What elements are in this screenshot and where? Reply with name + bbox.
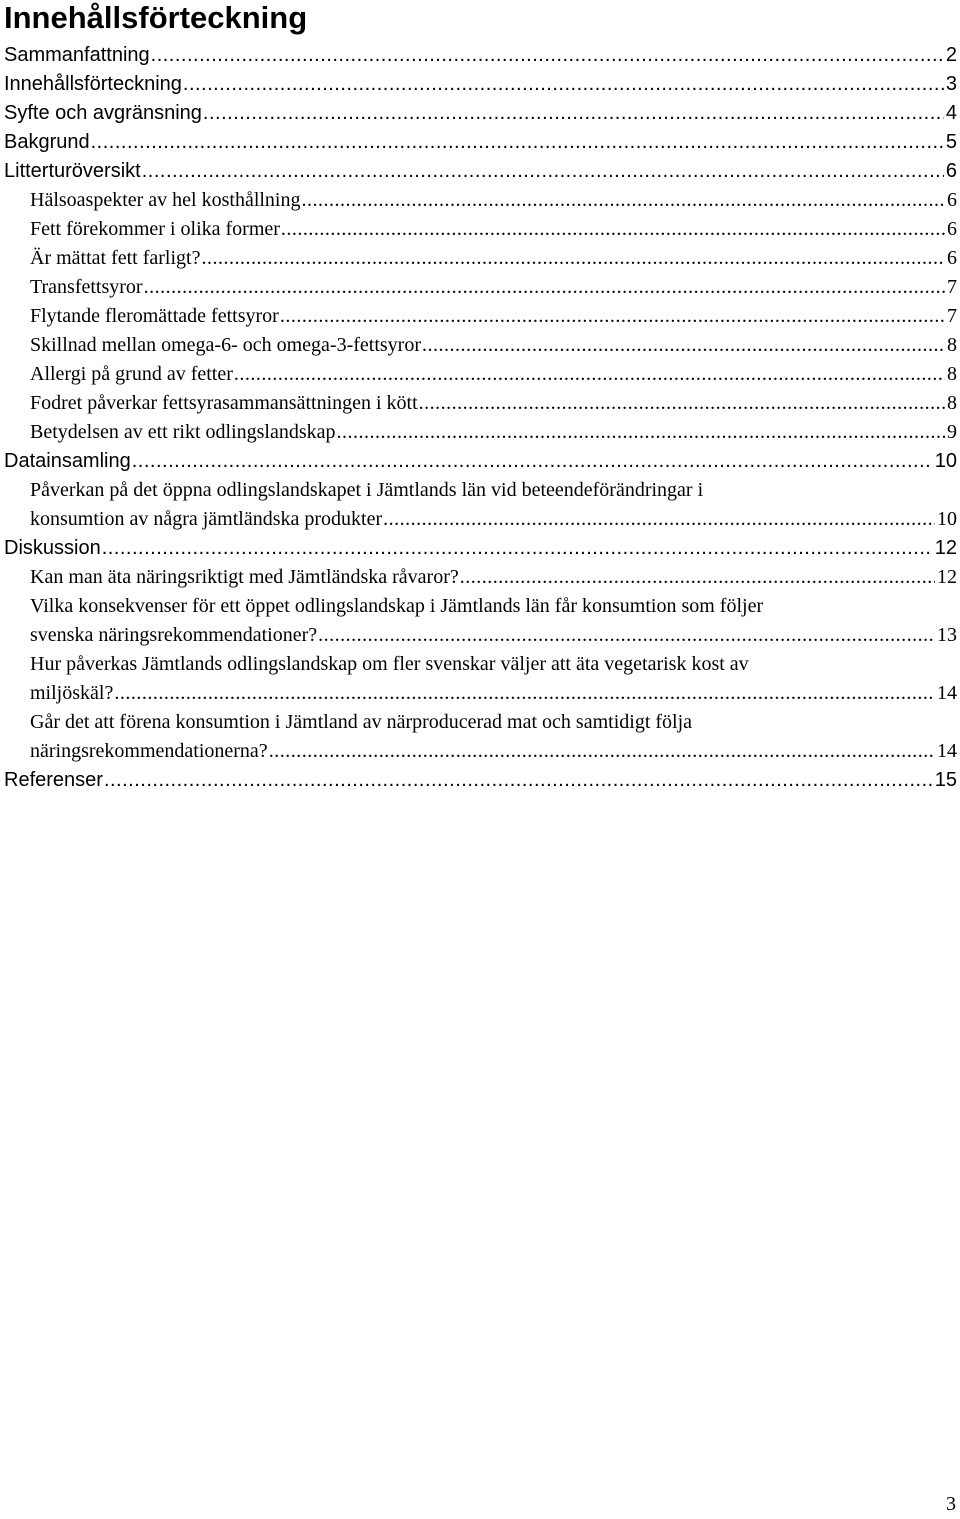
dot-leader (203, 99, 944, 128)
toc-entry-row (4, 41, 957, 70)
toc-entry-row (30, 505, 957, 534)
toc-entry[interactable] (0, 534, 960, 563)
toc-entry-row (4, 534, 957, 563)
toc-entry-page: 8 (947, 334, 957, 356)
page-title: Innehållsförteckning (4, 0, 308, 35)
toc-entry-label: Transfettsyror (30, 276, 143, 298)
dot-leader (460, 563, 935, 592)
toc-entry-label-first-line: Går det att förena konsumtion i Jämtland av närproducerad mat och samtidigt följa (30, 711, 693, 733)
toc-entry-row (30, 737, 957, 766)
page-number: 3 (946, 1493, 956, 1515)
dot-leader (144, 273, 945, 302)
toc-entry[interactable] (0, 389, 960, 418)
toc-entry-page: 10 (934, 450, 957, 472)
toc-entry-page: 4 (945, 102, 957, 124)
dot-leader (102, 534, 933, 563)
toc-entry-label: Hälsoaspekter av hel kosthållning (30, 189, 301, 211)
toc-entry-label: Syfte och avgränsning (4, 102, 202, 124)
toc-entry-label: Sammanfattning (4, 44, 150, 66)
toc-entry-page: 14 (937, 682, 957, 704)
dot-leader (337, 418, 946, 447)
toc-entry-row (4, 70, 957, 99)
toc-entry-row (30, 621, 957, 650)
toc-entry-page: 6 (947, 247, 957, 269)
toc-entry-label: Kan man äta näringsriktigt med Jämtländska råvaror? (30, 566, 459, 588)
toc-entry[interactable] (0, 331, 960, 360)
toc-entry[interactable] (0, 99, 960, 128)
dot-leader (234, 360, 945, 389)
toc-entry-page: 8 (947, 363, 957, 385)
toc-entry-row (30, 679, 957, 708)
toc-entry-label: Referenser (4, 769, 103, 791)
toc-entry-page: 12 (934, 537, 957, 559)
dot-leader (151, 41, 944, 70)
dot-leader (280, 302, 945, 331)
toc-entry[interactable] (0, 650, 960, 708)
toc-entry-label-first-line: Hur påverkas Jämtlands odlingslandskap om fler svenskar väljer att äta vegetarisk kost av (30, 653, 749, 675)
toc-entry-row (4, 157, 957, 186)
dot-leader (142, 157, 944, 186)
toc-entry[interactable] (0, 360, 960, 389)
toc-entry[interactable] (0, 418, 960, 447)
toc-entry-row (30, 215, 957, 244)
toc-entry-label: Litterturöversikt (4, 160, 141, 182)
dot-leader (302, 186, 946, 215)
toc-entry[interactable] (0, 70, 960, 99)
toc-entry[interactable] (0, 708, 960, 766)
toc-entry[interactable] (0, 244, 960, 273)
toc-entry-row (4, 128, 957, 157)
toc-entry-page: 8 (947, 392, 957, 414)
toc-entry-row (30, 418, 957, 447)
dot-leader (132, 447, 933, 476)
toc-entry-page: 7 (947, 276, 957, 298)
toc-entry-label: Allergi på grund av fetter (30, 363, 233, 385)
toc-entry-row (30, 186, 957, 215)
toc-entry[interactable] (0, 157, 960, 186)
toc-entry-page: 9 (947, 421, 957, 443)
toc-entry[interactable] (0, 563, 960, 592)
dot-leader (91, 128, 944, 157)
dot-leader (422, 331, 945, 360)
toc-entry-row (30, 360, 957, 389)
table-of-contents (0, 41, 960, 795)
dot-leader (383, 505, 935, 534)
dot-leader (183, 70, 944, 99)
toc-entry-row (30, 331, 957, 360)
toc-entry-page: 6 (947, 189, 957, 211)
toc-entry-page: 15 (934, 769, 957, 791)
toc-entry[interactable] (0, 592, 960, 650)
toc-entry[interactable] (0, 128, 960, 157)
toc-entry-row (30, 273, 957, 302)
toc-entry-label-first-line: Vilka konsekvenser för ett öppet odlingslandskap i Jämtlands län får konsumtion som följer (30, 595, 764, 617)
dot-leader (419, 389, 945, 418)
toc-entry-label: Fodret påverkar fettsyrasammansättningen i kött (30, 392, 418, 414)
toc-entry[interactable] (0, 273, 960, 302)
toc-entry-row (30, 244, 957, 273)
toc-entry[interactable] (0, 302, 960, 331)
toc-entry-label-first-line: Påverkan på det öppna odlingslandskapet i Jämtlands län vid beteendeförändringar i (30, 479, 704, 501)
toc-entry-label: näringsrekommendationerna? (30, 740, 268, 762)
toc-entry-page: 7 (947, 305, 957, 327)
dot-leader (269, 737, 935, 766)
toc-entry-label: svenska näringsrekommendationer? (30, 624, 318, 646)
toc-entry-page: 6 (945, 160, 957, 182)
toc-entry-label: Fett förekommer i olika former (30, 218, 280, 240)
toc-entry[interactable] (0, 766, 960, 795)
toc-entry-label: Bakgrund (4, 131, 90, 153)
toc-entry-label: Betydelsen av ett rikt odlingslandskap (30, 421, 336, 443)
toc-entry-page: 3 (945, 73, 957, 95)
toc-entry[interactable] (0, 186, 960, 215)
toc-entry-page: 13 (937, 624, 957, 646)
toc-entry[interactable] (0, 476, 960, 534)
toc-entry[interactable] (0, 215, 960, 244)
toc-entry-label: Innehållsförteckning (4, 73, 182, 95)
toc-entry-row (30, 389, 957, 418)
dot-leader (201, 244, 945, 273)
toc-entry-label: Diskussion (4, 537, 101, 559)
toc-entry-page: 5 (945, 131, 957, 153)
toc-entry[interactable] (0, 41, 960, 70)
toc-entry-label: Flytande fleromättade fettsyror (30, 305, 279, 327)
toc-entry-label: Är mättat fett farligt? (30, 247, 201, 269)
toc-entry-label: Skillnad mellan omega-6- och omega-3-fettsyror (30, 334, 421, 356)
dot-leader (114, 679, 935, 708)
dot-leader (104, 766, 933, 795)
toc-entry-label: Datainsamling (4, 450, 131, 472)
toc-entry-page: 10 (937, 508, 957, 530)
toc-entry-row (4, 99, 957, 128)
dot-leader (281, 215, 945, 244)
toc-entry-row (30, 563, 957, 592)
toc-entry-page: 14 (937, 740, 957, 762)
toc-entry-row (30, 302, 957, 331)
toc-entry-page: 2 (945, 44, 957, 66)
dot-leader (318, 621, 935, 650)
toc-entry[interactable] (0, 447, 960, 476)
toc-entry-row (4, 447, 957, 476)
toc-entry-label: miljöskäl? (30, 682, 114, 704)
toc-entry-label: konsumtion av några jämtländska produkter (30, 508, 383, 530)
toc-entry-page: 12 (937, 566, 957, 588)
toc-entry-page: 6 (947, 218, 957, 240)
toc-entry-row (4, 766, 957, 795)
